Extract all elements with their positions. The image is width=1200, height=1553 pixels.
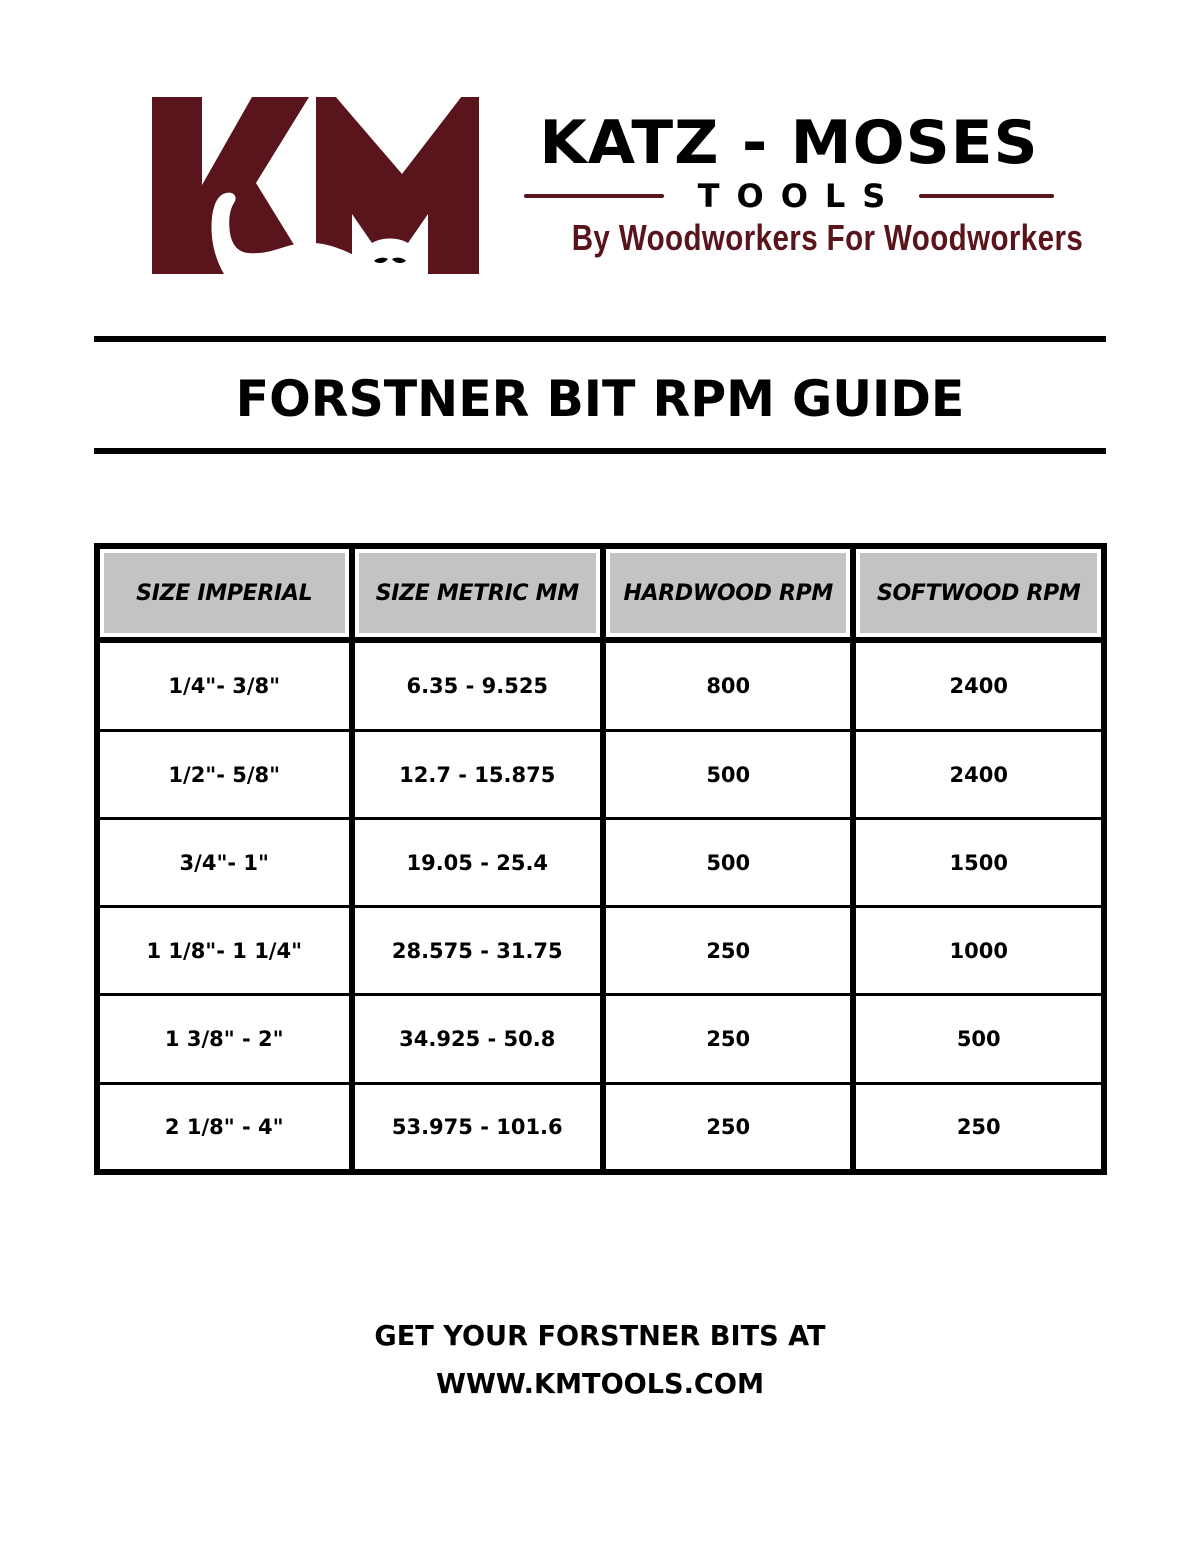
cell-hardwood-rpm: 800 xyxy=(603,640,853,731)
table-header-row xyxy=(97,546,1104,640)
column-header-size-metric: SIZE METRIC MM xyxy=(352,546,603,640)
footer-line-1: GET YOUR FORSTNER BITS AT xyxy=(374,1319,826,1352)
cell-size-metric: 19.05 - 25.4 xyxy=(352,819,603,907)
cell-size-imperial: 1/2"- 5/8" xyxy=(97,731,352,819)
cell-softwood-rpm: 2400 xyxy=(853,731,1104,819)
cell-size-metric: 12.7 - 15.875 xyxy=(352,731,603,819)
table-row xyxy=(97,995,1104,1084)
cell-size-metric: 53.975 - 101.6 xyxy=(352,1084,603,1173)
cell-hardwood-rpm: 500 xyxy=(603,731,853,819)
brand-divider-left xyxy=(524,194,664,198)
table-row xyxy=(97,731,1104,819)
cell-size-imperial: 2 1/8" - 4" xyxy=(97,1084,352,1173)
cell-hardwood-rpm: 500 xyxy=(603,819,853,907)
cell-size-metric: 34.925 - 50.8 xyxy=(352,995,603,1084)
cell-hardwood-rpm: 250 xyxy=(603,1084,853,1173)
cell-softwood-rpm: 500 xyxy=(853,995,1104,1084)
brand-divider-right xyxy=(919,194,1054,198)
table-row xyxy=(97,819,1104,907)
brand-name: KATZ - MOSES xyxy=(539,108,1039,178)
cell-hardwood-rpm: 250 xyxy=(603,995,853,1084)
cell-size-imperial: 1 3/8" - 2" xyxy=(97,995,352,1084)
rpm-table xyxy=(94,543,1107,1175)
table-row xyxy=(97,1084,1104,1173)
column-header-size-imperial: SIZE IMPERIAL xyxy=(97,546,352,640)
column-header-hardwood-rpm: HARDWOOD RPM xyxy=(603,546,853,640)
cell-hardwood-rpm: 250 xyxy=(603,907,853,995)
cell-softwood-rpm: 2400 xyxy=(853,640,1104,731)
footer-cta xyxy=(0,1312,1200,1408)
title-rule-bottom xyxy=(94,448,1106,454)
cell-size-metric: 28.575 - 31.75 xyxy=(352,907,603,995)
table-row xyxy=(97,640,1104,731)
cell-size-metric: 6.35 - 9.525 xyxy=(352,640,603,731)
table-row xyxy=(97,907,1104,995)
cell-softwood-rpm: 250 xyxy=(853,1084,1104,1173)
brand-tools-row xyxy=(524,176,1054,216)
brand-wordmark xyxy=(524,108,1084,260)
km-logo-icon xyxy=(152,97,479,274)
page-title: FORSTNER BIT RPM GUIDE xyxy=(235,370,965,428)
brand-sub: TOOLS xyxy=(697,177,903,215)
brand-tagline: By Woodworkers For Woodworkers xyxy=(571,217,1084,258)
cell-size-imperial: 1 1/8"- 1 1/4" xyxy=(97,907,352,995)
cell-size-imperial: 1/4"- 3/8" xyxy=(97,640,352,731)
column-header-softwood-rpm: SOFTWOOD RPM xyxy=(853,546,1104,640)
cell-softwood-rpm: 1500 xyxy=(853,819,1104,907)
cell-size-imperial: 3/4"- 1" xyxy=(97,819,352,907)
cell-softwood-rpm: 1000 xyxy=(853,907,1104,995)
footer-website-link[interactable]: WWW.KMTOOLS.COM xyxy=(435,1367,764,1400)
title-rule-top xyxy=(94,336,1106,342)
